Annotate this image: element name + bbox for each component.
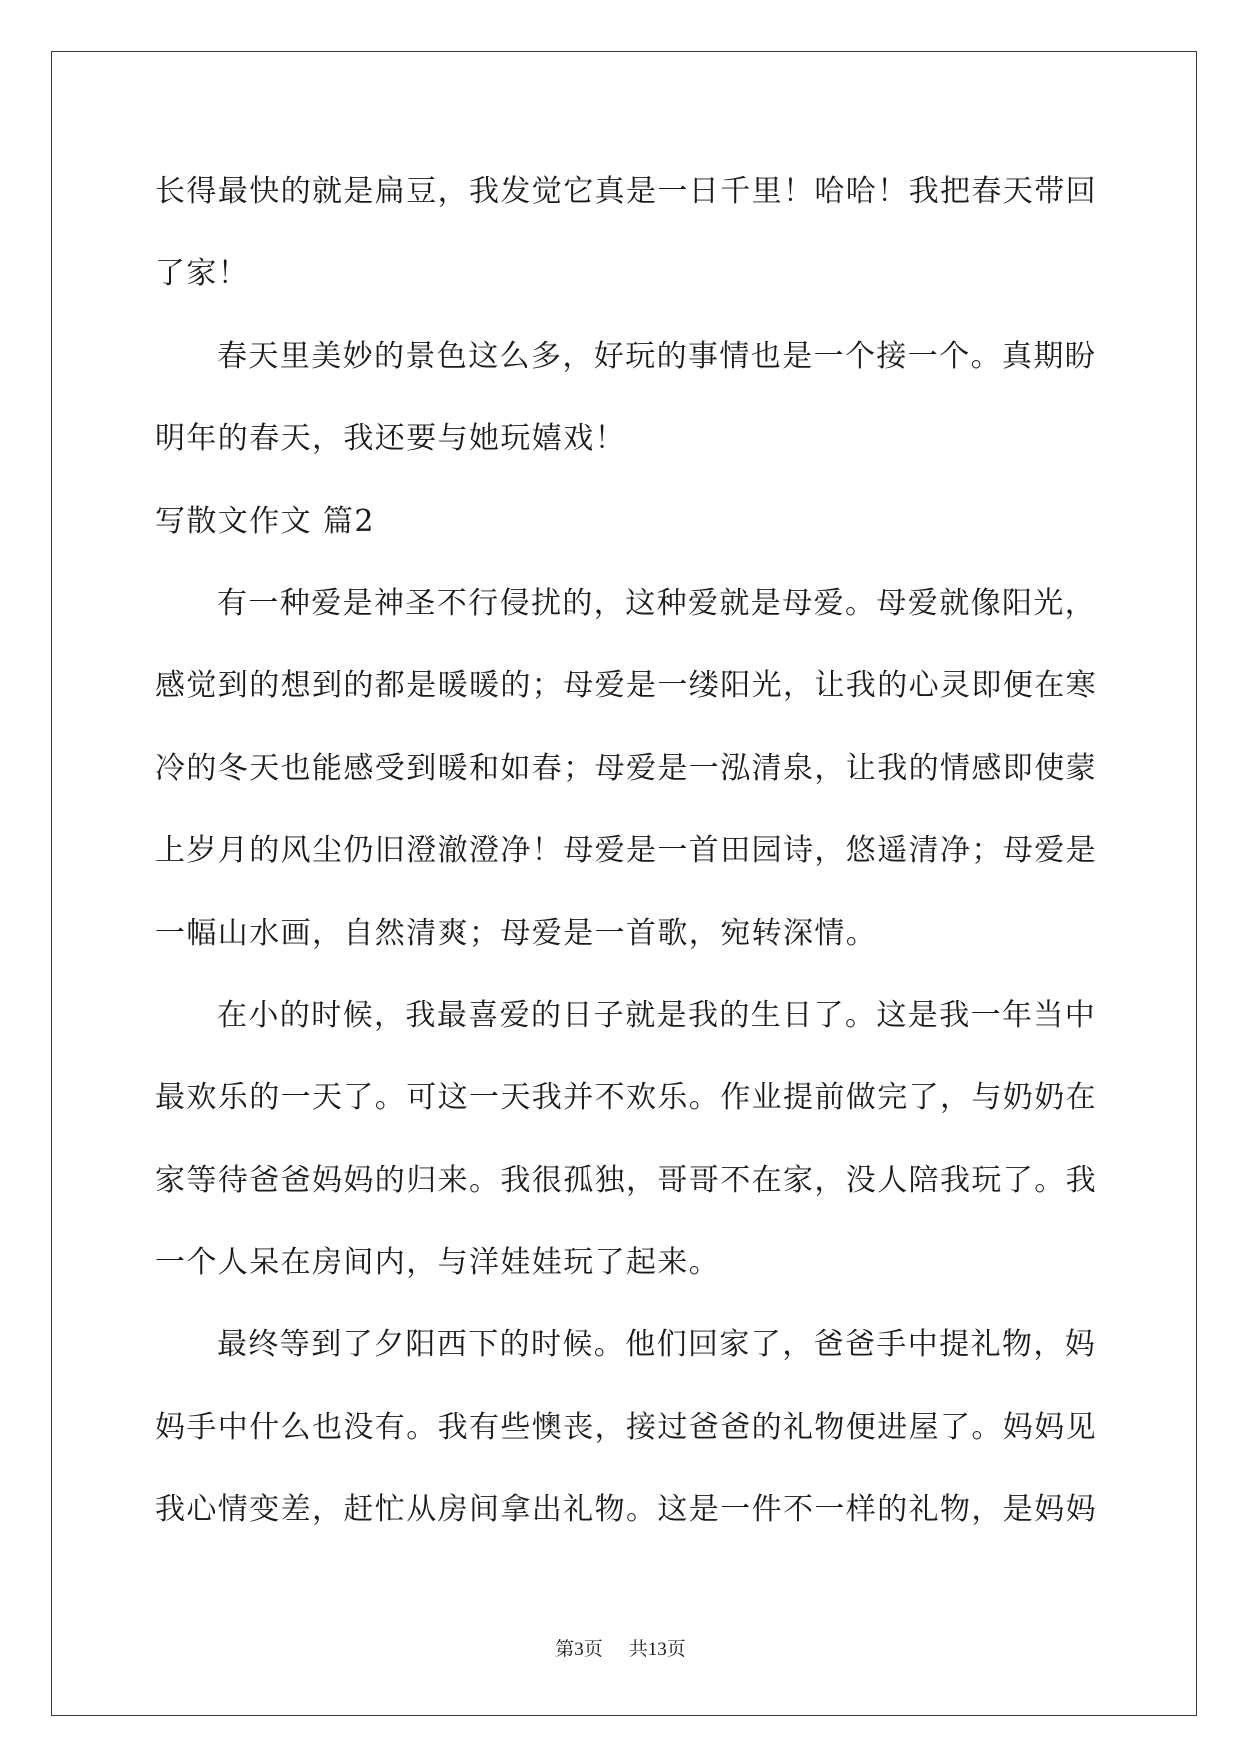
text-line: 明年的春天，我还要与她玩嬉戏！ (155, 421, 626, 457)
text-line: 了家！ (155, 256, 250, 292)
text-line: 冷的冬天也能感受到暖和如春；母爱是一泓清泉，让我的情感即使蒙 (155, 750, 1097, 786)
text-line: 有一种爱是神圣不行侵扰的，这种爱就是母爱。母爱就像阳光， (217, 585, 1097, 621)
page-number: 第3页 (555, 1639, 603, 1660)
text-line: 最终等到了夕阳西下的时候。他们回家了，爸爸手中提礼物，妈 (217, 1327, 1097, 1363)
text-line: 家等待爸爸妈妈的归来。我很孤独，哥哥不在家，没人陪我玩了。我 (155, 1162, 1097, 1198)
text-line: 一个人呆在房间内，与洋娃娃玩了起来。 (155, 1245, 721, 1281)
paragraph (155, 316, 1135, 481)
page-footer (0, 1636, 1241, 1664)
text-line: 上岁月的风尘仍旧澄澈澄净！母爱是一首田园诗，悠遥清净；母爱是 (155, 833, 1097, 869)
text-line: 妈手中什么也没有。我有些懊丧，接过爸爸的礼物便进屋了。妈妈见 (155, 1409, 1097, 1445)
page-total: 共13页 (628, 1639, 686, 1660)
paragraph (155, 975, 1135, 1305)
text-line: 最欢乐的一天了。可这一天我并不欢乐。作业提前做完了，与奶奶在 (155, 1080, 1097, 1116)
text-line: 春天里美妙的景色这么多，好玩的事情也是一个接一个。真期盼 (217, 338, 1097, 374)
paragraph (155, 1304, 1135, 1551)
text-line: 感觉到的想到的都是暖暖的；母爱是一缕阳光，让我的心灵即便在寒 (155, 668, 1097, 704)
paragraph (155, 563, 1135, 975)
text-line: 一幅山水画，自然清爽；母爱是一首歌，宛转深情。 (155, 915, 878, 951)
section-heading: 写散文作文 篇2 (155, 503, 375, 539)
paragraph (155, 151, 1135, 316)
document-body (155, 151, 1135, 1552)
text-line: 在小的时候，我最喜爱的日子就是我的生日了。这是我一年当中 (217, 997, 1097, 1033)
text-line: 长得最快的就是扁豆，我发觉它真是一日千里！哈哈！我把春天带回 (155, 174, 1097, 209)
text-line: 我心情变差，赶忙从房间拿出礼物。这是一件不一样的礼物，是妈妈 (155, 1492, 1097, 1528)
